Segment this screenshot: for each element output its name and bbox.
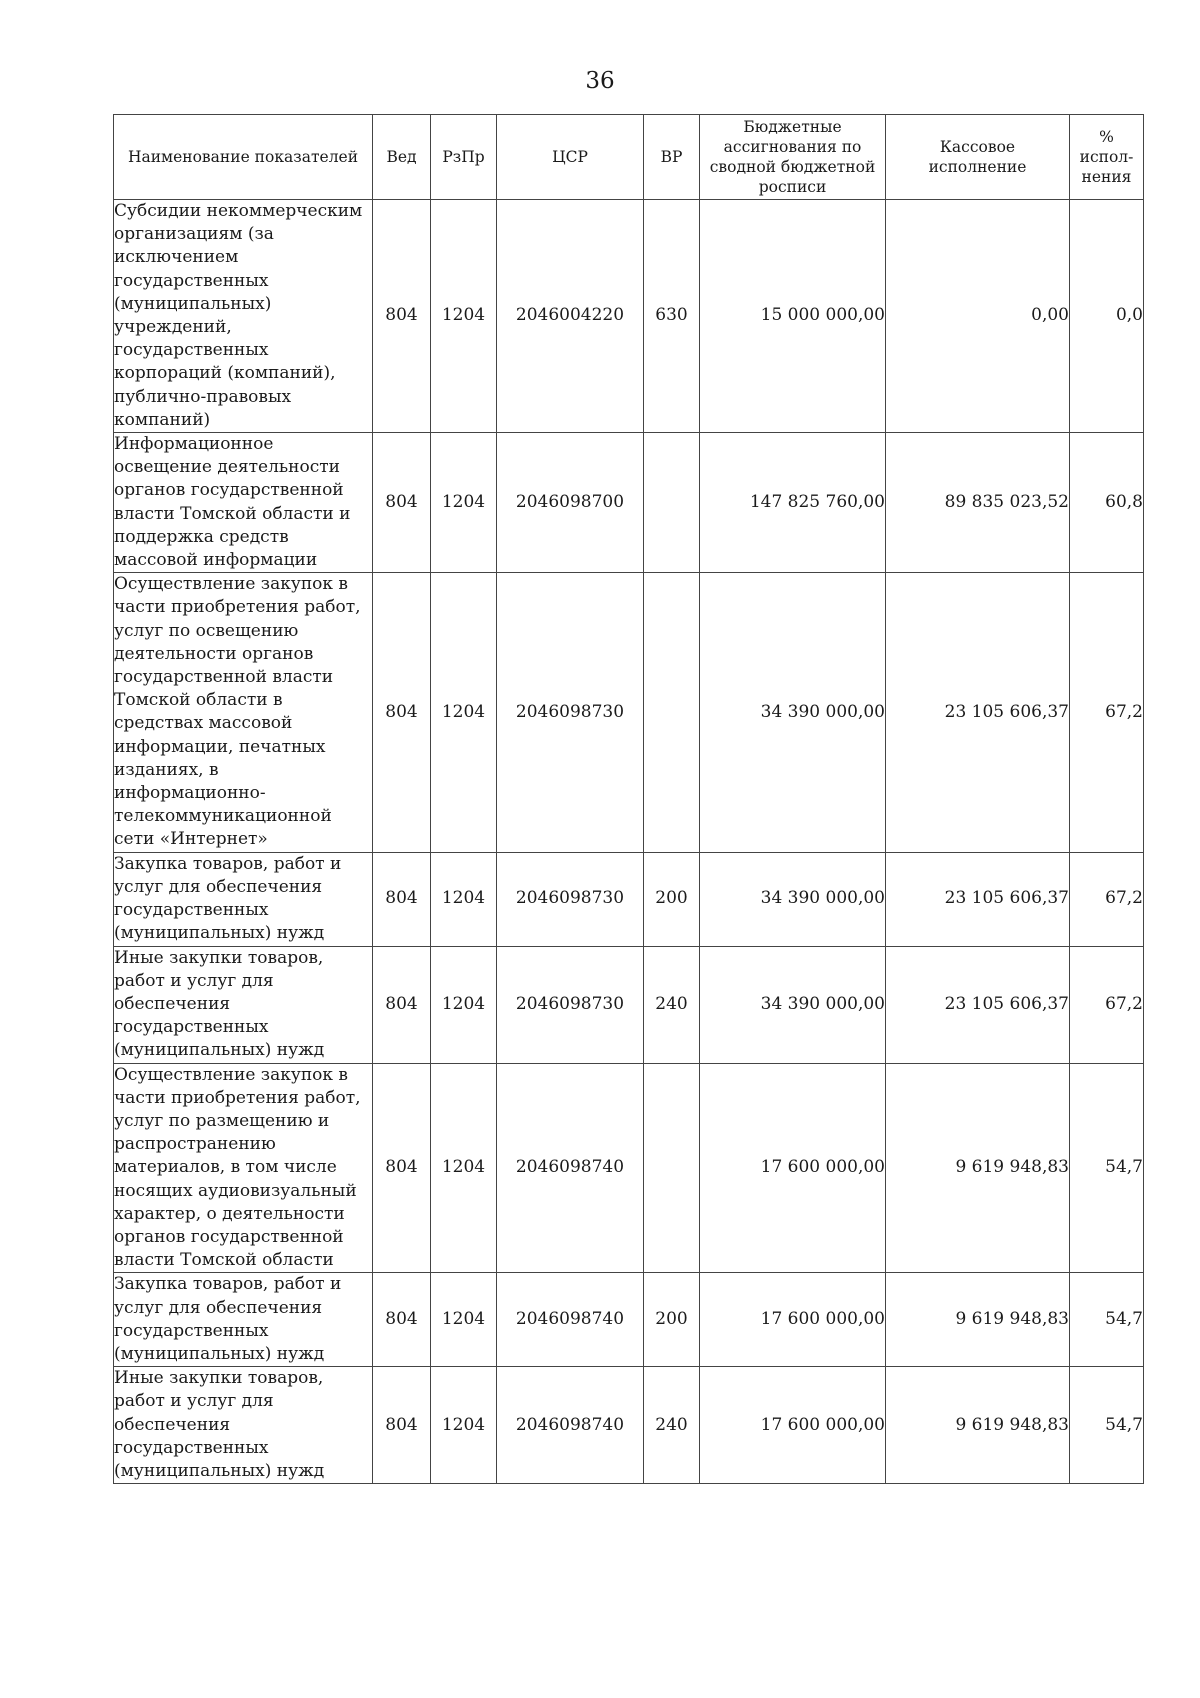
row-percent: 0,0 — [1070, 200, 1144, 433]
row-vr: 240 — [644, 946, 700, 1063]
row-percent: 67,2 — [1070, 946, 1144, 1063]
row-allocations: 34 390 000,00 — [700, 573, 886, 852]
row-name: Иные закупки товаров, работ и услуг для обеспечения государственных (муниципальных) нужд — [114, 946, 373, 1063]
row-vr: 240 — [644, 1367, 700, 1484]
row-rzpr: 1204 — [431, 1367, 497, 1484]
row-rzpr: 1204 — [431, 433, 497, 573]
row-execution: 9 619 948,83 — [886, 1367, 1070, 1484]
row-name: Иные закупки товаров, работ и услуг для обеспечения государственных (муниципальных) нужд — [114, 1367, 373, 1484]
row-name: Субсидии некоммерческим организациям (за исключением государственных (муниципальных) учреждений, государственных корпораций (компаний), публично-правовых компаний) — [114, 200, 373, 433]
row-execution: 23 105 606,37 — [886, 946, 1070, 1063]
col-header-vr: ВР — [644, 115, 700, 200]
row-ved: 804 — [373, 1063, 431, 1273]
row-ved: 804 — [373, 1273, 431, 1367]
col-header-execution: Кассовое исполнение — [886, 115, 1070, 200]
row-percent: 54,7 — [1070, 1063, 1144, 1273]
row-execution: 23 105 606,37 — [886, 573, 1070, 852]
row-ved: 804 — [373, 200, 431, 433]
row-rzpr: 1204 — [431, 852, 497, 946]
row-vr: 630 — [644, 200, 700, 433]
row-percent: 54,7 — [1070, 1273, 1144, 1367]
col-header-allocations: Бюджетные ассигнования по сводной бюджетной росписи — [700, 115, 886, 200]
row-vr: 200 — [644, 852, 700, 946]
row-vr — [644, 1063, 700, 1273]
row-execution: 89 835 023,52 — [886, 433, 1070, 573]
row-csr: 2046098730 — [497, 852, 644, 946]
budget-table — [113, 114, 1144, 1484]
row-execution: 9 619 948,83 — [886, 1273, 1070, 1367]
row-name: Информационное освещение деятельности органов государственной власти Томской области и поддержка средств массовой информации — [114, 433, 373, 573]
table-row — [114, 1273, 1144, 1367]
table-row — [114, 1063, 1144, 1273]
row-execution: 23 105 606,37 — [886, 852, 1070, 946]
row-csr: 2046098740 — [497, 1273, 644, 1367]
row-csr: 2046098730 — [497, 946, 644, 1063]
row-csr: 2046004220 — [497, 200, 644, 433]
row-percent: 67,2 — [1070, 852, 1144, 946]
row-name: Осуществление закупок в части приобретения работ, услуг по освещению деятельности органов государственной власти Томской области в средствах массовой информации, печатных изданиях, в информационно-телекоммуникационной сети «Интернет» — [114, 573, 373, 852]
row-vr — [644, 573, 700, 852]
row-ved: 804 — [373, 1367, 431, 1484]
table-row — [114, 433, 1144, 573]
col-header-name: Наименование показателей — [114, 115, 373, 200]
row-name: Закупка товаров, работ и услуг для обеспечения государственных (муниципальных) нужд — [114, 1273, 373, 1367]
row-ved: 804 — [373, 852, 431, 946]
row-percent: 67,2 — [1070, 573, 1144, 852]
row-csr: 2046098700 — [497, 433, 644, 573]
col-header-percent: % испол-нения — [1070, 115, 1144, 200]
row-rzpr: 1204 — [431, 573, 497, 852]
row-rzpr: 1204 — [431, 946, 497, 1063]
col-header-csr: ЦСР — [497, 115, 644, 200]
row-ved: 804 — [373, 433, 431, 573]
row-allocations: 17 600 000,00 — [700, 1367, 886, 1484]
col-header-ved: Вед — [373, 115, 431, 200]
row-name: Закупка товаров, работ и услуг для обеспечения государственных (муниципальных) нужд — [114, 852, 373, 946]
row-name: Осуществление закупок в части приобретения работ, услуг по размещению и распространению материалов, в том числе носящих аудиовизуальный характер, о деятельности органов государственной власти Томской области — [114, 1063, 373, 1273]
row-allocations: 17 600 000,00 — [700, 1273, 886, 1367]
row-execution: 0,00 — [886, 200, 1070, 433]
table-row — [114, 1367, 1144, 1484]
row-ved: 804 — [373, 573, 431, 852]
row-allocations: 15 000 000,00 — [700, 200, 886, 433]
row-rzpr: 1204 — [431, 1063, 497, 1273]
row-allocations: 34 390 000,00 — [700, 852, 886, 946]
row-execution: 9 619 948,83 — [886, 1063, 1070, 1273]
row-vr: 200 — [644, 1273, 700, 1367]
table-row — [114, 200, 1144, 433]
row-percent: 54,7 — [1070, 1367, 1144, 1484]
row-csr: 2046098740 — [497, 1367, 644, 1484]
table-row — [114, 946, 1144, 1063]
row-allocations: 34 390 000,00 — [700, 946, 886, 1063]
row-csr: 2046098730 — [497, 573, 644, 852]
table-header-row — [114, 115, 1144, 200]
table-row — [114, 852, 1144, 946]
col-header-rzpr: РзПр — [431, 115, 497, 200]
row-percent: 60,8 — [1070, 433, 1144, 573]
page-number: 36 — [585, 68, 615, 94]
row-ved: 804 — [373, 946, 431, 1063]
row-allocations: 17 600 000,00 — [700, 1063, 886, 1273]
row-rzpr: 1204 — [431, 200, 497, 433]
row-csr: 2046098740 — [497, 1063, 644, 1273]
row-allocations: 147 825 760,00 — [700, 433, 886, 573]
row-rzpr: 1204 — [431, 1273, 497, 1367]
row-vr — [644, 433, 700, 573]
table-row — [114, 573, 1144, 852]
